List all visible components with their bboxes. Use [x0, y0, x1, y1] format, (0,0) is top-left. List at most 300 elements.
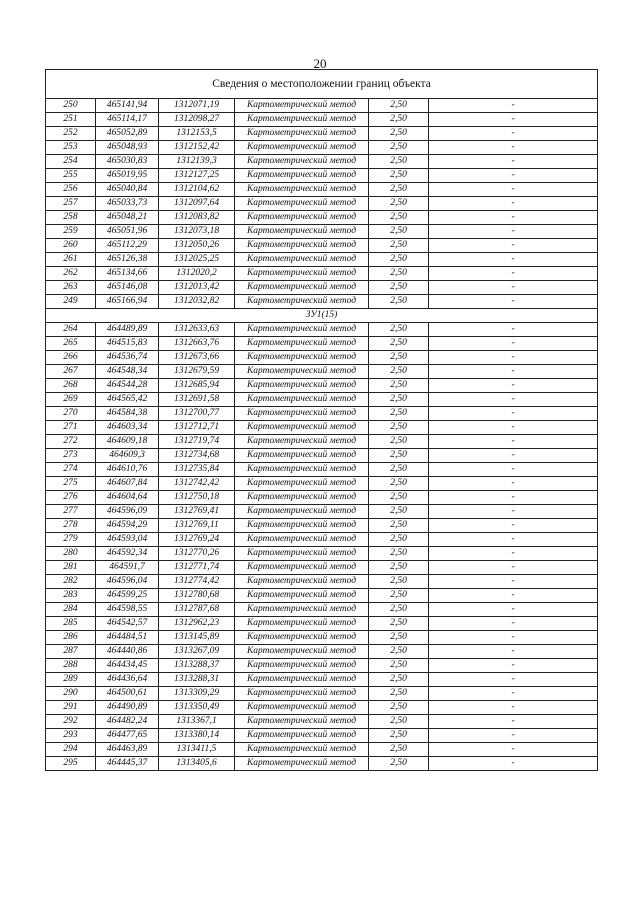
- accuracy-cell: 2,50: [369, 547, 429, 561]
- accuracy-cell: 2,50: [369, 253, 429, 267]
- x-coordinate-cell: 464593,04: [96, 533, 159, 547]
- table-row: [46, 729, 598, 743]
- accuracy-cell: 2,50: [369, 99, 429, 113]
- description-cell: -: [429, 659, 598, 673]
- point-number-cell: 270: [46, 407, 96, 421]
- description-cell: -: [429, 687, 598, 701]
- method-cell: Картометрический метод: [235, 99, 369, 113]
- method-cell: Картометрический метод: [235, 267, 369, 281]
- description-cell: -: [429, 673, 598, 687]
- description-cell: -: [429, 141, 598, 155]
- table-row: [46, 351, 598, 365]
- accuracy-cell: 2,50: [369, 603, 429, 617]
- x-coordinate-cell: 464596,04: [96, 575, 159, 589]
- y-coordinate-cell: 1312769,24: [159, 533, 235, 547]
- accuracy-cell: 2,50: [369, 323, 429, 337]
- point-number-cell: 290: [46, 687, 96, 701]
- description-cell: -: [429, 435, 598, 449]
- accuracy-cell: 2,50: [369, 715, 429, 729]
- point-number-cell: 263: [46, 281, 96, 295]
- point-number-cell: 280: [46, 547, 96, 561]
- method-cell: Картометрический метод: [235, 519, 369, 533]
- method-cell: Картометрический метод: [235, 533, 369, 547]
- method-cell: Картометрический метод: [235, 393, 369, 407]
- point-number-cell: 275: [46, 477, 96, 491]
- y-coordinate-cell: 1313411,5: [159, 743, 235, 757]
- point-number-cell: 282: [46, 575, 96, 589]
- accuracy-cell: 2,50: [369, 617, 429, 631]
- accuracy-cell: 2,50: [369, 575, 429, 589]
- method-cell: Картометрический метод: [235, 575, 369, 589]
- y-coordinate-cell: 1312774,42: [159, 575, 235, 589]
- method-cell: Картометрический метод: [235, 323, 369, 337]
- y-coordinate-cell: 1312719,74: [159, 435, 235, 449]
- y-coordinate-cell: 1312104,62: [159, 183, 235, 197]
- y-coordinate-cell: 1312098,27: [159, 113, 235, 127]
- y-coordinate-cell: 1313145,89: [159, 631, 235, 645]
- method-cell: Картометрический метод: [235, 491, 369, 505]
- description-cell: -: [429, 225, 598, 239]
- y-coordinate-cell: 1312712,71: [159, 421, 235, 435]
- method-cell: Картометрический метод: [235, 169, 369, 183]
- accuracy-cell: 2,50: [369, 183, 429, 197]
- point-number-cell: 266: [46, 351, 96, 365]
- table-row: [46, 743, 598, 757]
- y-coordinate-cell: 1313405,6: [159, 757, 235, 771]
- method-cell: Картометрический метод: [235, 589, 369, 603]
- y-coordinate-cell: 1312139,3: [159, 155, 235, 169]
- method-cell: Картометрический метод: [235, 463, 369, 477]
- table-row: [46, 211, 598, 225]
- y-coordinate-cell: 1312152,42: [159, 141, 235, 155]
- x-coordinate-cell: 464515,83: [96, 337, 159, 351]
- description-cell: -: [429, 449, 598, 463]
- table-row: [46, 239, 598, 253]
- description-cell: -: [429, 323, 598, 337]
- method-cell: Картометрический метод: [235, 127, 369, 141]
- method-cell: Картометрический метод: [235, 421, 369, 435]
- y-coordinate-cell: 1312050,26: [159, 239, 235, 253]
- method-cell: Картометрический метод: [235, 337, 369, 351]
- x-coordinate-cell: 464436,64: [96, 673, 159, 687]
- x-coordinate-cell: 464599,25: [96, 589, 159, 603]
- table-row: [46, 449, 598, 463]
- accuracy-cell: 2,50: [369, 393, 429, 407]
- accuracy-cell: 2,50: [369, 729, 429, 743]
- description-cell: -: [429, 155, 598, 169]
- table-row: [46, 561, 598, 575]
- y-coordinate-cell: 1312691,58: [159, 393, 235, 407]
- method-cell: Картометрический метод: [235, 715, 369, 729]
- description-cell: -: [429, 337, 598, 351]
- point-number-cell: 250: [46, 99, 96, 113]
- method-cell: Картометрический метод: [235, 617, 369, 631]
- x-coordinate-cell: 465112,29: [96, 239, 159, 253]
- description-cell: -: [429, 491, 598, 505]
- point-number-cell: 268: [46, 379, 96, 393]
- description-cell: -: [429, 617, 598, 631]
- y-coordinate-cell: 1312020,2: [159, 267, 235, 281]
- accuracy-cell: 2,50: [369, 127, 429, 141]
- description-cell: -: [429, 113, 598, 127]
- y-coordinate-cell: 1312735,84: [159, 463, 235, 477]
- table-row: [46, 631, 598, 645]
- x-coordinate-cell: 464548,34: [96, 365, 159, 379]
- description-cell: -: [429, 757, 598, 771]
- y-coordinate-cell: 1313380,14: [159, 729, 235, 743]
- accuracy-cell: 2,50: [369, 197, 429, 211]
- y-coordinate-cell: 1312673,66: [159, 351, 235, 365]
- accuracy-cell: 2,50: [369, 757, 429, 771]
- y-coordinate-cell: 1313350,49: [159, 701, 235, 715]
- point-number-cell: 259: [46, 225, 96, 239]
- point-number-cell: 262: [46, 267, 96, 281]
- section-label: ЗУ1(15): [46, 309, 598, 323]
- table-row: [46, 701, 598, 715]
- method-cell: Картометрический метод: [235, 673, 369, 687]
- description-cell: -: [429, 211, 598, 225]
- description-cell: -: [429, 533, 598, 547]
- x-coordinate-cell: 464484,51: [96, 631, 159, 645]
- table-row: [46, 463, 598, 477]
- accuracy-cell: 2,50: [369, 155, 429, 169]
- table-row: [46, 337, 598, 351]
- method-cell: Картометрический метод: [235, 351, 369, 365]
- point-number-cell: 278: [46, 519, 96, 533]
- table-row: [46, 477, 598, 491]
- point-number-cell: 260: [46, 239, 96, 253]
- table-row: [46, 225, 598, 239]
- point-number-cell: 255: [46, 169, 96, 183]
- y-coordinate-cell: 1312780,68: [159, 589, 235, 603]
- x-coordinate-cell: 464594,29: [96, 519, 159, 533]
- description-cell: -: [429, 645, 598, 659]
- x-coordinate-cell: 464592,34: [96, 547, 159, 561]
- x-coordinate-cell: 465166,94: [96, 295, 159, 309]
- point-number-cell: 249: [46, 295, 96, 309]
- x-coordinate-cell: 464434,45: [96, 659, 159, 673]
- accuracy-cell: 2,50: [369, 267, 429, 281]
- description-cell: -: [429, 477, 598, 491]
- table-row: [46, 197, 598, 211]
- method-cell: Картометрический метод: [235, 113, 369, 127]
- accuracy-cell: 2,50: [369, 631, 429, 645]
- table-row: [46, 757, 598, 771]
- method-cell: Картометрический метод: [235, 645, 369, 659]
- method-cell: Картометрический метод: [235, 701, 369, 715]
- x-coordinate-cell: 464609,18: [96, 435, 159, 449]
- point-number-cell: 286: [46, 631, 96, 645]
- method-cell: Картометрический метод: [235, 407, 369, 421]
- point-number-cell: 281: [46, 561, 96, 575]
- accuracy-cell: 2,50: [369, 687, 429, 701]
- table-row: [46, 547, 598, 561]
- method-cell: Картометрический метод: [235, 729, 369, 743]
- table-row: [46, 379, 598, 393]
- table-row: [46, 141, 598, 155]
- x-coordinate-cell: 464489,89: [96, 323, 159, 337]
- point-number-cell: 279: [46, 533, 96, 547]
- x-coordinate-cell: 464596,09: [96, 505, 159, 519]
- method-cell: Картометрический метод: [235, 449, 369, 463]
- description-cell: -: [429, 393, 598, 407]
- point-number-cell: 291: [46, 701, 96, 715]
- method-cell: Картометрический метод: [235, 561, 369, 575]
- description-cell: -: [429, 365, 598, 379]
- x-coordinate-cell: 465114,17: [96, 113, 159, 127]
- y-coordinate-cell: 1312071,19: [159, 99, 235, 113]
- table-row: [46, 491, 598, 505]
- point-number-cell: 272: [46, 435, 96, 449]
- y-coordinate-cell: 1312742,42: [159, 477, 235, 491]
- point-number-cell: 257: [46, 197, 96, 211]
- y-coordinate-cell: 1312032,82: [159, 295, 235, 309]
- y-coordinate-cell: 1313309,29: [159, 687, 235, 701]
- point-number-cell: 294: [46, 743, 96, 757]
- x-coordinate-cell: 464482,24: [96, 715, 159, 729]
- x-coordinate-cell: 464610,76: [96, 463, 159, 477]
- accuracy-cell: 2,50: [369, 141, 429, 155]
- method-cell: Картометрический метод: [235, 379, 369, 393]
- point-number-cell: 292: [46, 715, 96, 729]
- y-coordinate-cell: 1312734,68: [159, 449, 235, 463]
- description-cell: -: [429, 127, 598, 141]
- accuracy-cell: 2,50: [369, 491, 429, 505]
- accuracy-cell: 2,50: [369, 589, 429, 603]
- y-coordinate-cell: 1313367,1: [159, 715, 235, 729]
- point-number-cell: 285: [46, 617, 96, 631]
- accuracy-cell: 2,50: [369, 225, 429, 239]
- y-coordinate-cell: 1312153,5: [159, 127, 235, 141]
- description-cell: -: [429, 281, 598, 295]
- x-coordinate-cell: 465033,73: [96, 197, 159, 211]
- point-number-cell: 251: [46, 113, 96, 127]
- boundary-table: [45, 69, 598, 771]
- table-row: [46, 435, 598, 449]
- x-coordinate-cell: 464440,86: [96, 645, 159, 659]
- description-cell: -: [429, 729, 598, 743]
- x-coordinate-cell: 465048,21: [96, 211, 159, 225]
- description-cell: -: [429, 99, 598, 113]
- description-cell: -: [429, 603, 598, 617]
- table-row: [46, 589, 598, 603]
- table-row: [46, 183, 598, 197]
- method-cell: Картометрический метод: [235, 225, 369, 239]
- point-number-cell: 267: [46, 365, 96, 379]
- x-coordinate-cell: 464463,89: [96, 743, 159, 757]
- description-cell: -: [429, 351, 598, 365]
- table-row: [46, 645, 598, 659]
- x-coordinate-cell: 464565,42: [96, 393, 159, 407]
- description-cell: -: [429, 463, 598, 477]
- table-row: [46, 617, 598, 631]
- table-row: [46, 603, 598, 617]
- table-row: [46, 715, 598, 729]
- point-number-cell: 289: [46, 673, 96, 687]
- description-cell: -: [429, 575, 598, 589]
- point-number-cell: 277: [46, 505, 96, 519]
- y-coordinate-cell: 1313267,09: [159, 645, 235, 659]
- description-cell: -: [429, 407, 598, 421]
- accuracy-cell: 2,50: [369, 477, 429, 491]
- x-coordinate-cell: 465051,96: [96, 225, 159, 239]
- method-cell: Картометрический метод: [235, 365, 369, 379]
- description-cell: -: [429, 519, 598, 533]
- table-row: [46, 155, 598, 169]
- accuracy-cell: 2,50: [369, 701, 429, 715]
- point-number-cell: 254: [46, 155, 96, 169]
- y-coordinate-cell: 1312750,18: [159, 491, 235, 505]
- y-coordinate-cell: 1312787,68: [159, 603, 235, 617]
- table-title-row: [46, 70, 598, 99]
- point-number-cell: 287: [46, 645, 96, 659]
- accuracy-cell: 2,50: [369, 561, 429, 575]
- method-cell: Картометрический метод: [235, 477, 369, 491]
- point-number-cell: 264: [46, 323, 96, 337]
- x-coordinate-cell: 464609,3: [96, 449, 159, 463]
- table-row: [46, 533, 598, 547]
- x-coordinate-cell: 464603,34: [96, 421, 159, 435]
- x-coordinate-cell: 465052,89: [96, 127, 159, 141]
- description-cell: -: [429, 183, 598, 197]
- y-coordinate-cell: 1312097,64: [159, 197, 235, 211]
- table-row: [46, 673, 598, 687]
- description-cell: -: [429, 505, 598, 519]
- accuracy-cell: 2,50: [369, 337, 429, 351]
- table-row: [46, 323, 598, 337]
- accuracy-cell: 2,50: [369, 379, 429, 393]
- accuracy-cell: 2,50: [369, 645, 429, 659]
- x-coordinate-cell: 464500,61: [96, 687, 159, 701]
- method-cell: Картометрический метод: [235, 253, 369, 267]
- point-number-cell: 261: [46, 253, 96, 267]
- description-cell: -: [429, 589, 598, 603]
- description-cell: -: [429, 169, 598, 183]
- x-coordinate-cell: 464477,65: [96, 729, 159, 743]
- table-row: [46, 253, 598, 267]
- point-number-cell: 295: [46, 757, 96, 771]
- y-coordinate-cell: 1312685,94: [159, 379, 235, 393]
- method-cell: Картометрический метод: [235, 295, 369, 309]
- y-coordinate-cell: 1312663,76: [159, 337, 235, 351]
- point-number-cell: 274: [46, 463, 96, 477]
- method-cell: Картометрический метод: [235, 547, 369, 561]
- point-number-cell: 271: [46, 421, 96, 435]
- x-coordinate-cell: 464536,74: [96, 351, 159, 365]
- point-number-cell: 258: [46, 211, 96, 225]
- point-number-cell: 256: [46, 183, 96, 197]
- point-number-cell: 252: [46, 127, 96, 141]
- y-coordinate-cell: 1312770,26: [159, 547, 235, 561]
- method-cell: Картометрический метод: [235, 743, 369, 757]
- table-row: [46, 687, 598, 701]
- y-coordinate-cell: 1312083,82: [159, 211, 235, 225]
- x-coordinate-cell: 464604,64: [96, 491, 159, 505]
- point-number-cell: 293: [46, 729, 96, 743]
- description-cell: -: [429, 421, 598, 435]
- table-row: [46, 393, 598, 407]
- accuracy-cell: 2,50: [369, 743, 429, 757]
- description-cell: -: [429, 743, 598, 757]
- accuracy-cell: 2,50: [369, 351, 429, 365]
- table-row: [46, 127, 598, 141]
- x-coordinate-cell: 465146,08: [96, 281, 159, 295]
- accuracy-cell: 2,50: [369, 435, 429, 449]
- x-coordinate-cell: 465126,38: [96, 253, 159, 267]
- accuracy-cell: 2,50: [369, 281, 429, 295]
- accuracy-cell: 2,50: [369, 169, 429, 183]
- table-row: [46, 407, 598, 421]
- point-number-cell: 283: [46, 589, 96, 603]
- accuracy-cell: 2,50: [369, 239, 429, 253]
- accuracy-cell: 2,50: [369, 295, 429, 309]
- method-cell: Картометрический метод: [235, 659, 369, 673]
- y-coordinate-cell: 1313288,37: [159, 659, 235, 673]
- description-cell: -: [429, 295, 598, 309]
- description-cell: -: [429, 197, 598, 211]
- table-row: [46, 281, 598, 295]
- description-cell: -: [429, 561, 598, 575]
- y-coordinate-cell: 1312679,59: [159, 365, 235, 379]
- point-number-cell: 276: [46, 491, 96, 505]
- method-cell: Картометрический метод: [235, 603, 369, 617]
- x-coordinate-cell: 464607,84: [96, 477, 159, 491]
- point-number-cell: 265: [46, 337, 96, 351]
- table-row: [46, 519, 598, 533]
- method-cell: Картометрический метод: [235, 505, 369, 519]
- table-row: [46, 575, 598, 589]
- description-cell: -: [429, 239, 598, 253]
- table-row: [46, 99, 598, 113]
- x-coordinate-cell: 465040,84: [96, 183, 159, 197]
- y-coordinate-cell: 1312073,18: [159, 225, 235, 239]
- accuracy-cell: 2,50: [369, 659, 429, 673]
- method-cell: Картометрический метод: [235, 435, 369, 449]
- accuracy-cell: 2,50: [369, 113, 429, 127]
- accuracy-cell: 2,50: [369, 533, 429, 547]
- table-row: [46, 365, 598, 379]
- accuracy-cell: 2,50: [369, 449, 429, 463]
- x-coordinate-cell: 464598,55: [96, 603, 159, 617]
- method-cell: Картометрический метод: [235, 281, 369, 295]
- x-coordinate-cell: 464584,38: [96, 407, 159, 421]
- x-coordinate-cell: 464591,7: [96, 561, 159, 575]
- y-coordinate-cell: 1312127,25: [159, 169, 235, 183]
- accuracy-cell: 2,50: [369, 463, 429, 477]
- point-number-cell: 273: [46, 449, 96, 463]
- accuracy-cell: 2,50: [369, 673, 429, 687]
- point-number-cell: 269: [46, 393, 96, 407]
- method-cell: Картометрический метод: [235, 757, 369, 771]
- point-number-cell: 284: [46, 603, 96, 617]
- accuracy-cell: 2,50: [369, 421, 429, 435]
- y-coordinate-cell: 1312769,41: [159, 505, 235, 519]
- table-row: [46, 421, 598, 435]
- accuracy-cell: 2,50: [369, 505, 429, 519]
- method-cell: Картометрический метод: [235, 239, 369, 253]
- accuracy-cell: 2,50: [369, 519, 429, 533]
- y-coordinate-cell: 1312633,63: [159, 323, 235, 337]
- method-cell: Картометрический метод: [235, 687, 369, 701]
- x-coordinate-cell: 465030,83: [96, 155, 159, 169]
- y-coordinate-cell: 1312700,77: [159, 407, 235, 421]
- y-coordinate-cell: 1312769,11: [159, 519, 235, 533]
- table-row: [46, 659, 598, 673]
- method-cell: Картометрический метод: [235, 141, 369, 155]
- method-cell: Картометрический метод: [235, 183, 369, 197]
- x-coordinate-cell: 465019,95: [96, 169, 159, 183]
- description-cell: -: [429, 631, 598, 645]
